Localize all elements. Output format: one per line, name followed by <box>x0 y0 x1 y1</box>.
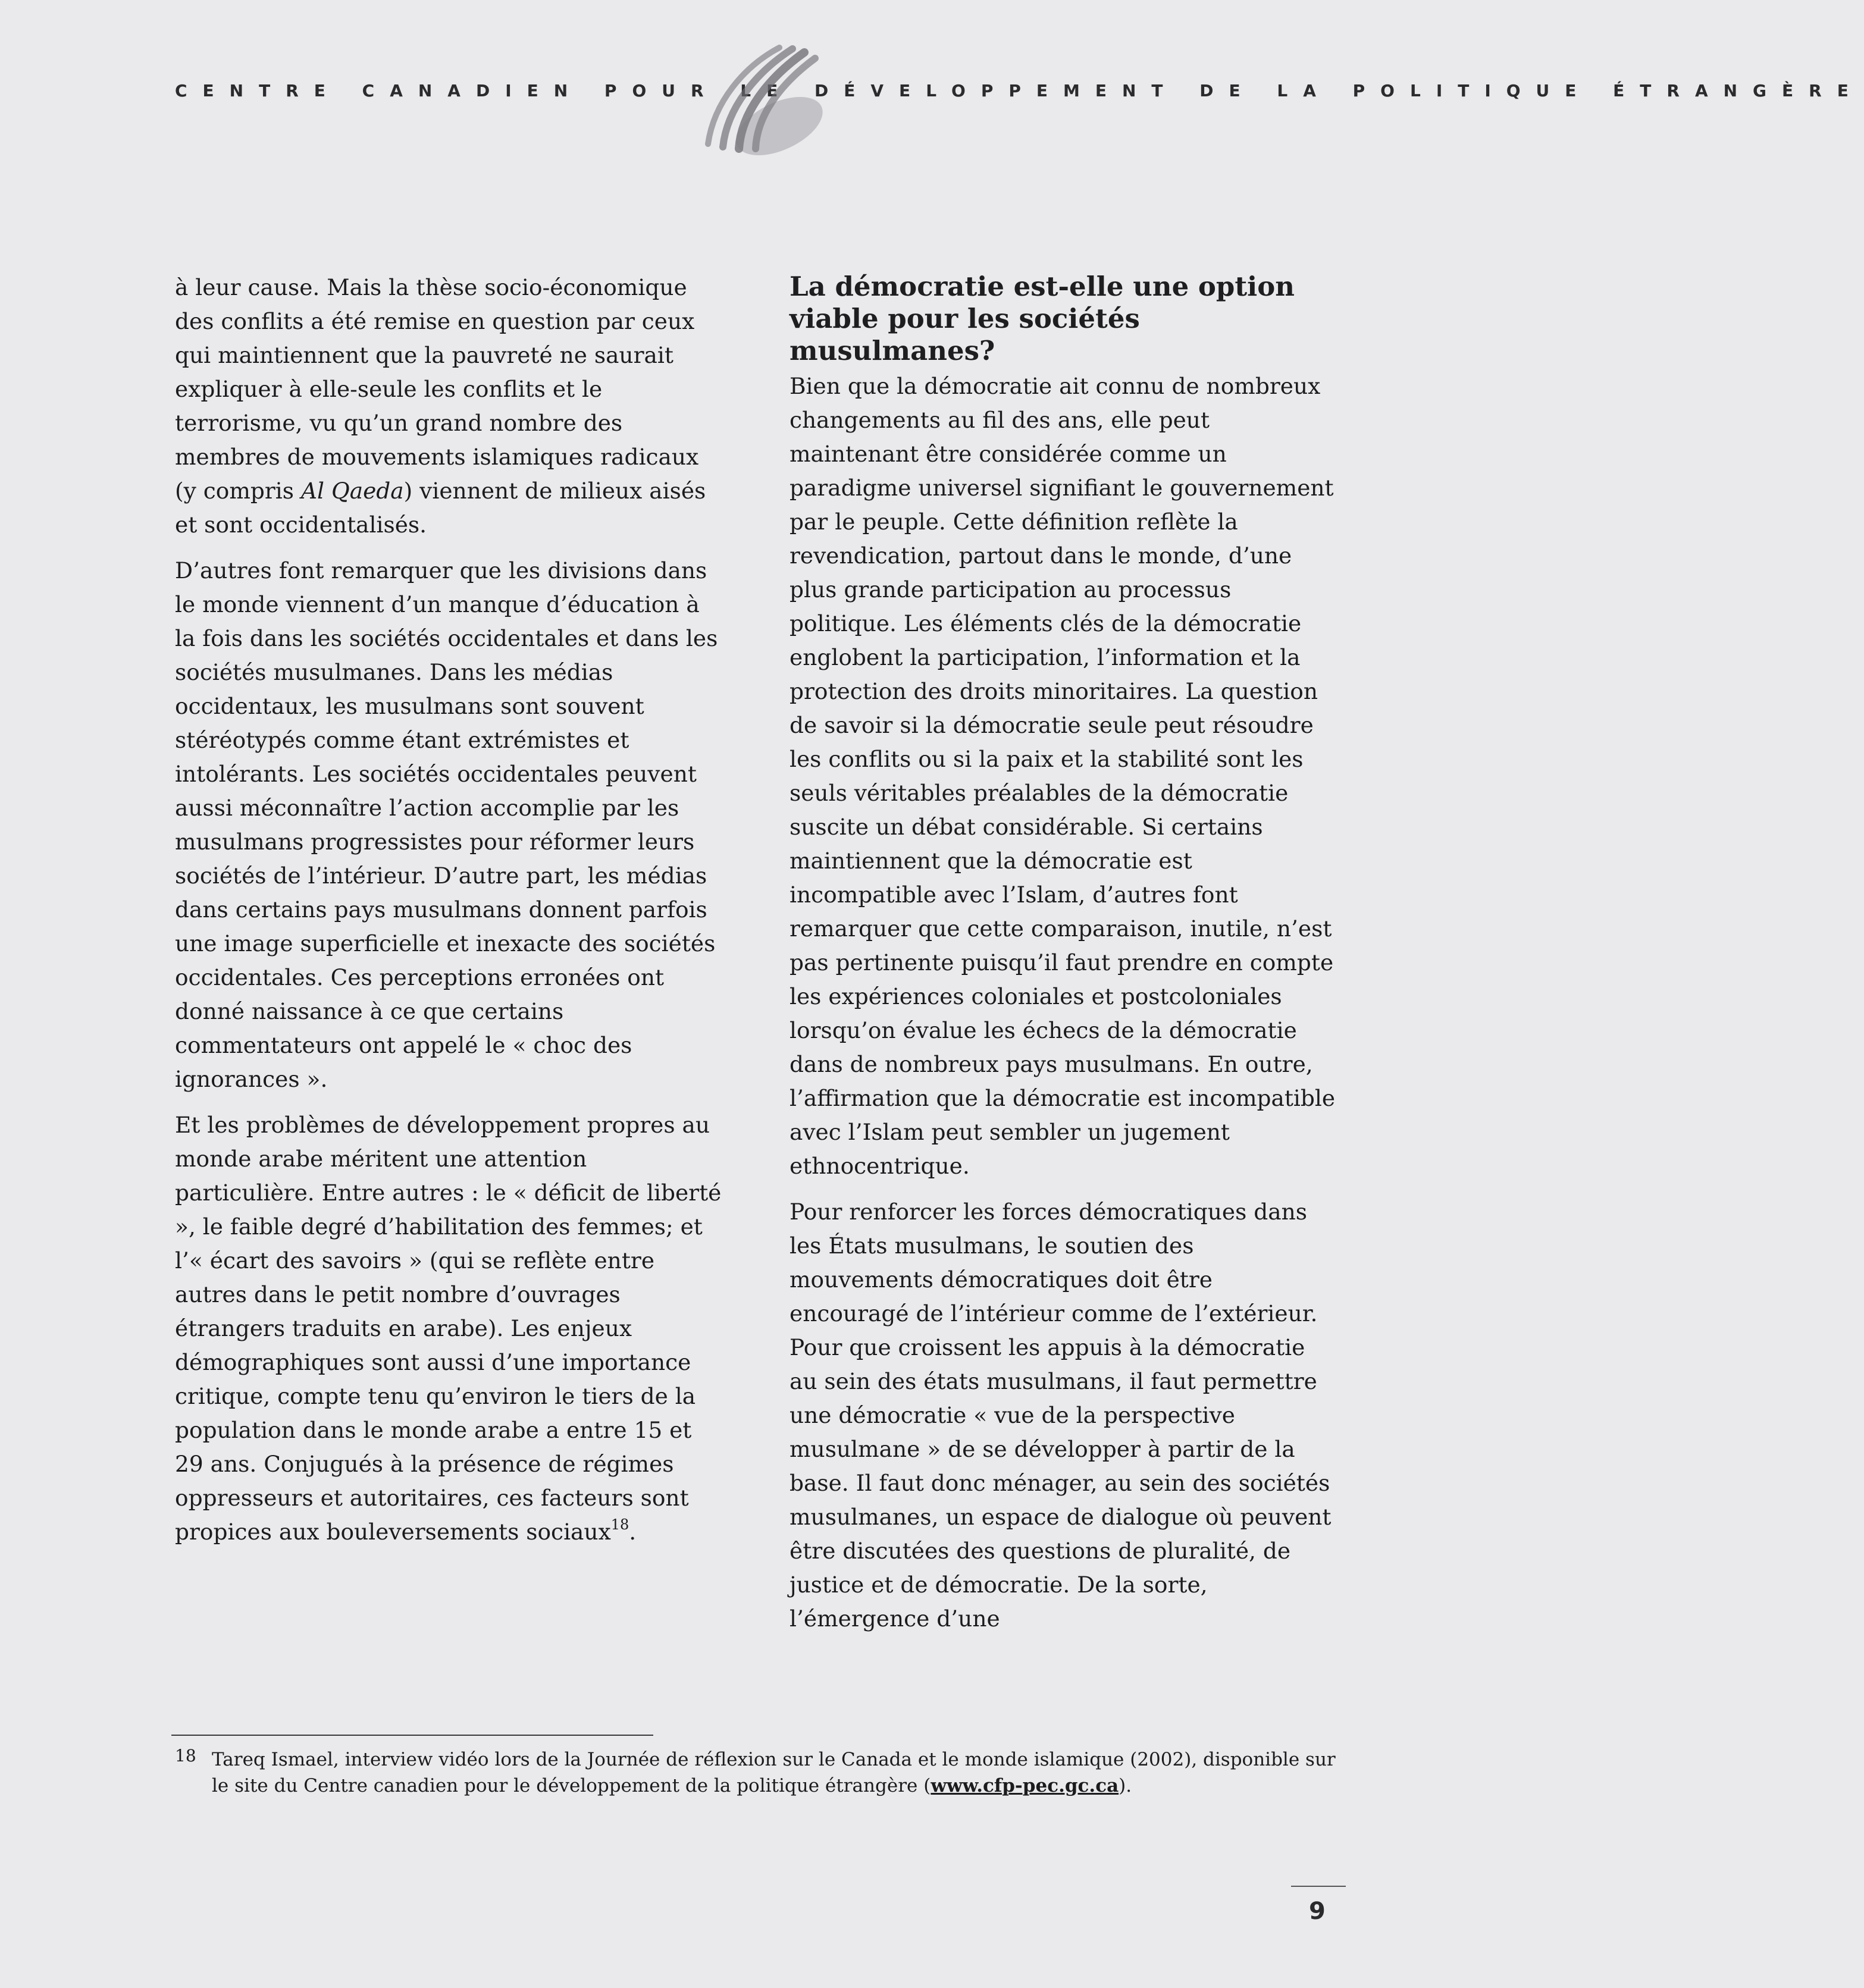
footnote-link[interactable]: www.cfp-pec.gc.ca <box>931 1775 1119 1796</box>
left-column <box>175 271 722 1561</box>
section-heading: La démocratie est-elle une option viable pour les sociétés musulmanes? <box>790 271 1295 366</box>
paragraph: D’autres font remarquer que les divisions dans le monde viennent d’un manque d’éducation à la fois dans les sociétés occidentales et dans les sociétés musulmanes. Dans les médias occidentaux, les musulmans sont souvent stéréotypés comme étant extrémistes et intolérants. Les sociétés occidentales peuvent aussi méconnaître l’action accomplie par les musulmans progressistes pour réformer leurs sociétés de l’intérieur. D’autre part, les médias dans certains pays musulmans donnent parfois une image superficielle et inexacte des sociétés occidentales. Ces perceptions erronées ont donné naissance à ce que certains commentateurs ont appelé le « choc des ignorances ». <box>175 557 718 1092</box>
page-number-rule <box>1291 1886 1346 1887</box>
paragraph: Bien que la démocratie ait connu de nombreux changements au fil des ans, elle peut maintenant être considérée comme un paradigme universel signifiant le gouvernement par le peuple. Cette définition reflète la revendication, partout dans le monde, d’une plus grande participation au processus politique. Les éléments clés de la démocratie englobent la participation, l’information et la protection des droits minoritaires. La question de savoir si la démocratie seule peut résoudre les conflits ou si la paix et la stabilité sont les seuls véritables préalables de la démocratie suscite un débat considérable. Si certains maintiennent que la démocratie est incompatible avec l’Islam, d’autres font remarquer que cette comparaison, inutile, n’est pas pertinente puisqu’il faut prendre en compte les expériences coloniales et postcoloniales lorsqu’on évalue les échecs de la démocratie dans de nombreux pays musulmans. En outre, l’affirmation que la démocratie est incompatible avec l’Islam peut sembler un jugement ethnocentrique. <box>790 373 1336 1179</box>
footnote-divider <box>171 1735 653 1736</box>
paragraph: Pour renforcer les forces démocratiques dans les États musulmans, le soutien des mouvements démocratiques doit être encouragé de l’intérieur comme de l’extérieur. Pour que croissent les appuis à la démocratie au sein des états musulmans, il faut permettre une démocratie « vue de la perspective musulmane » de se développer à partir de la base. Il faut donc ménager, au sein des sociétés musulmanes, un espace de dialogue où peuvent être discutées des questions de pluralité, de justice et de démocratie. De la sorte, l’émergence d’une <box>790 1199 1332 1632</box>
ccdpe-swirl-logo-icon <box>690 37 827 156</box>
italic-term: Al Qaeda <box>300 478 404 504</box>
footnote-number: 18 <box>175 1746 196 1766</box>
footnote-reference[interactable]: 18 <box>610 1516 629 1533</box>
right-column <box>790 271 1337 1648</box>
running-header: CENTRE CANADIEN POUR LE DÉVELOPPEMENT DE LA POLITIQUE ÉTRANGÈRE <box>175 81 1864 101</box>
paragraph: Et les problèmes de développement propres au monde arabe méritent une attention particulière. Entre autres : le « déficit de liberté », le faible degré d’habilitation des femmes; et l’« écart des savoirs » (qui se reflète entre autres dans le petit nombre d’ouvrages étrangers traduits en arabe). Les enjeux démographiques sont aussi d’une importance critique, compte tenu qu’environ le tiers de la population dans le monde arabe a entre 15 et 29 ans. Conjugués à la présence de régimes oppresseurs et autoritaires, ces facteurs sont propices aux bouleversements sociaux$^{18}$. <box>175 1112 722 1545</box>
paragraph: à leur cause. Mais la thèse socio-économique des conflits a été remise en question par ceux qui maintiennent que la pauvreté ne saurait expliquer à elle-seule les conflits et le terrorisme, vu qu’un grand nombre des membres de mouvements islamiques radicaux (y compris Al Qaeda) viennent de milieux aisés et sont occidentalisés. <box>175 274 706 538</box>
page-number: 9 <box>1309 1898 1326 1925</box>
footnote: 18 Tareq Ismael, interview vidéo lors de la Journée de réflexion sur le Canada et le monde islamique (2002), disponible sur le site du Centre canadien pour le développement de la politique étrangère (www.cfp-pec.gc.ca). <box>175 1746 1341 1799</box>
